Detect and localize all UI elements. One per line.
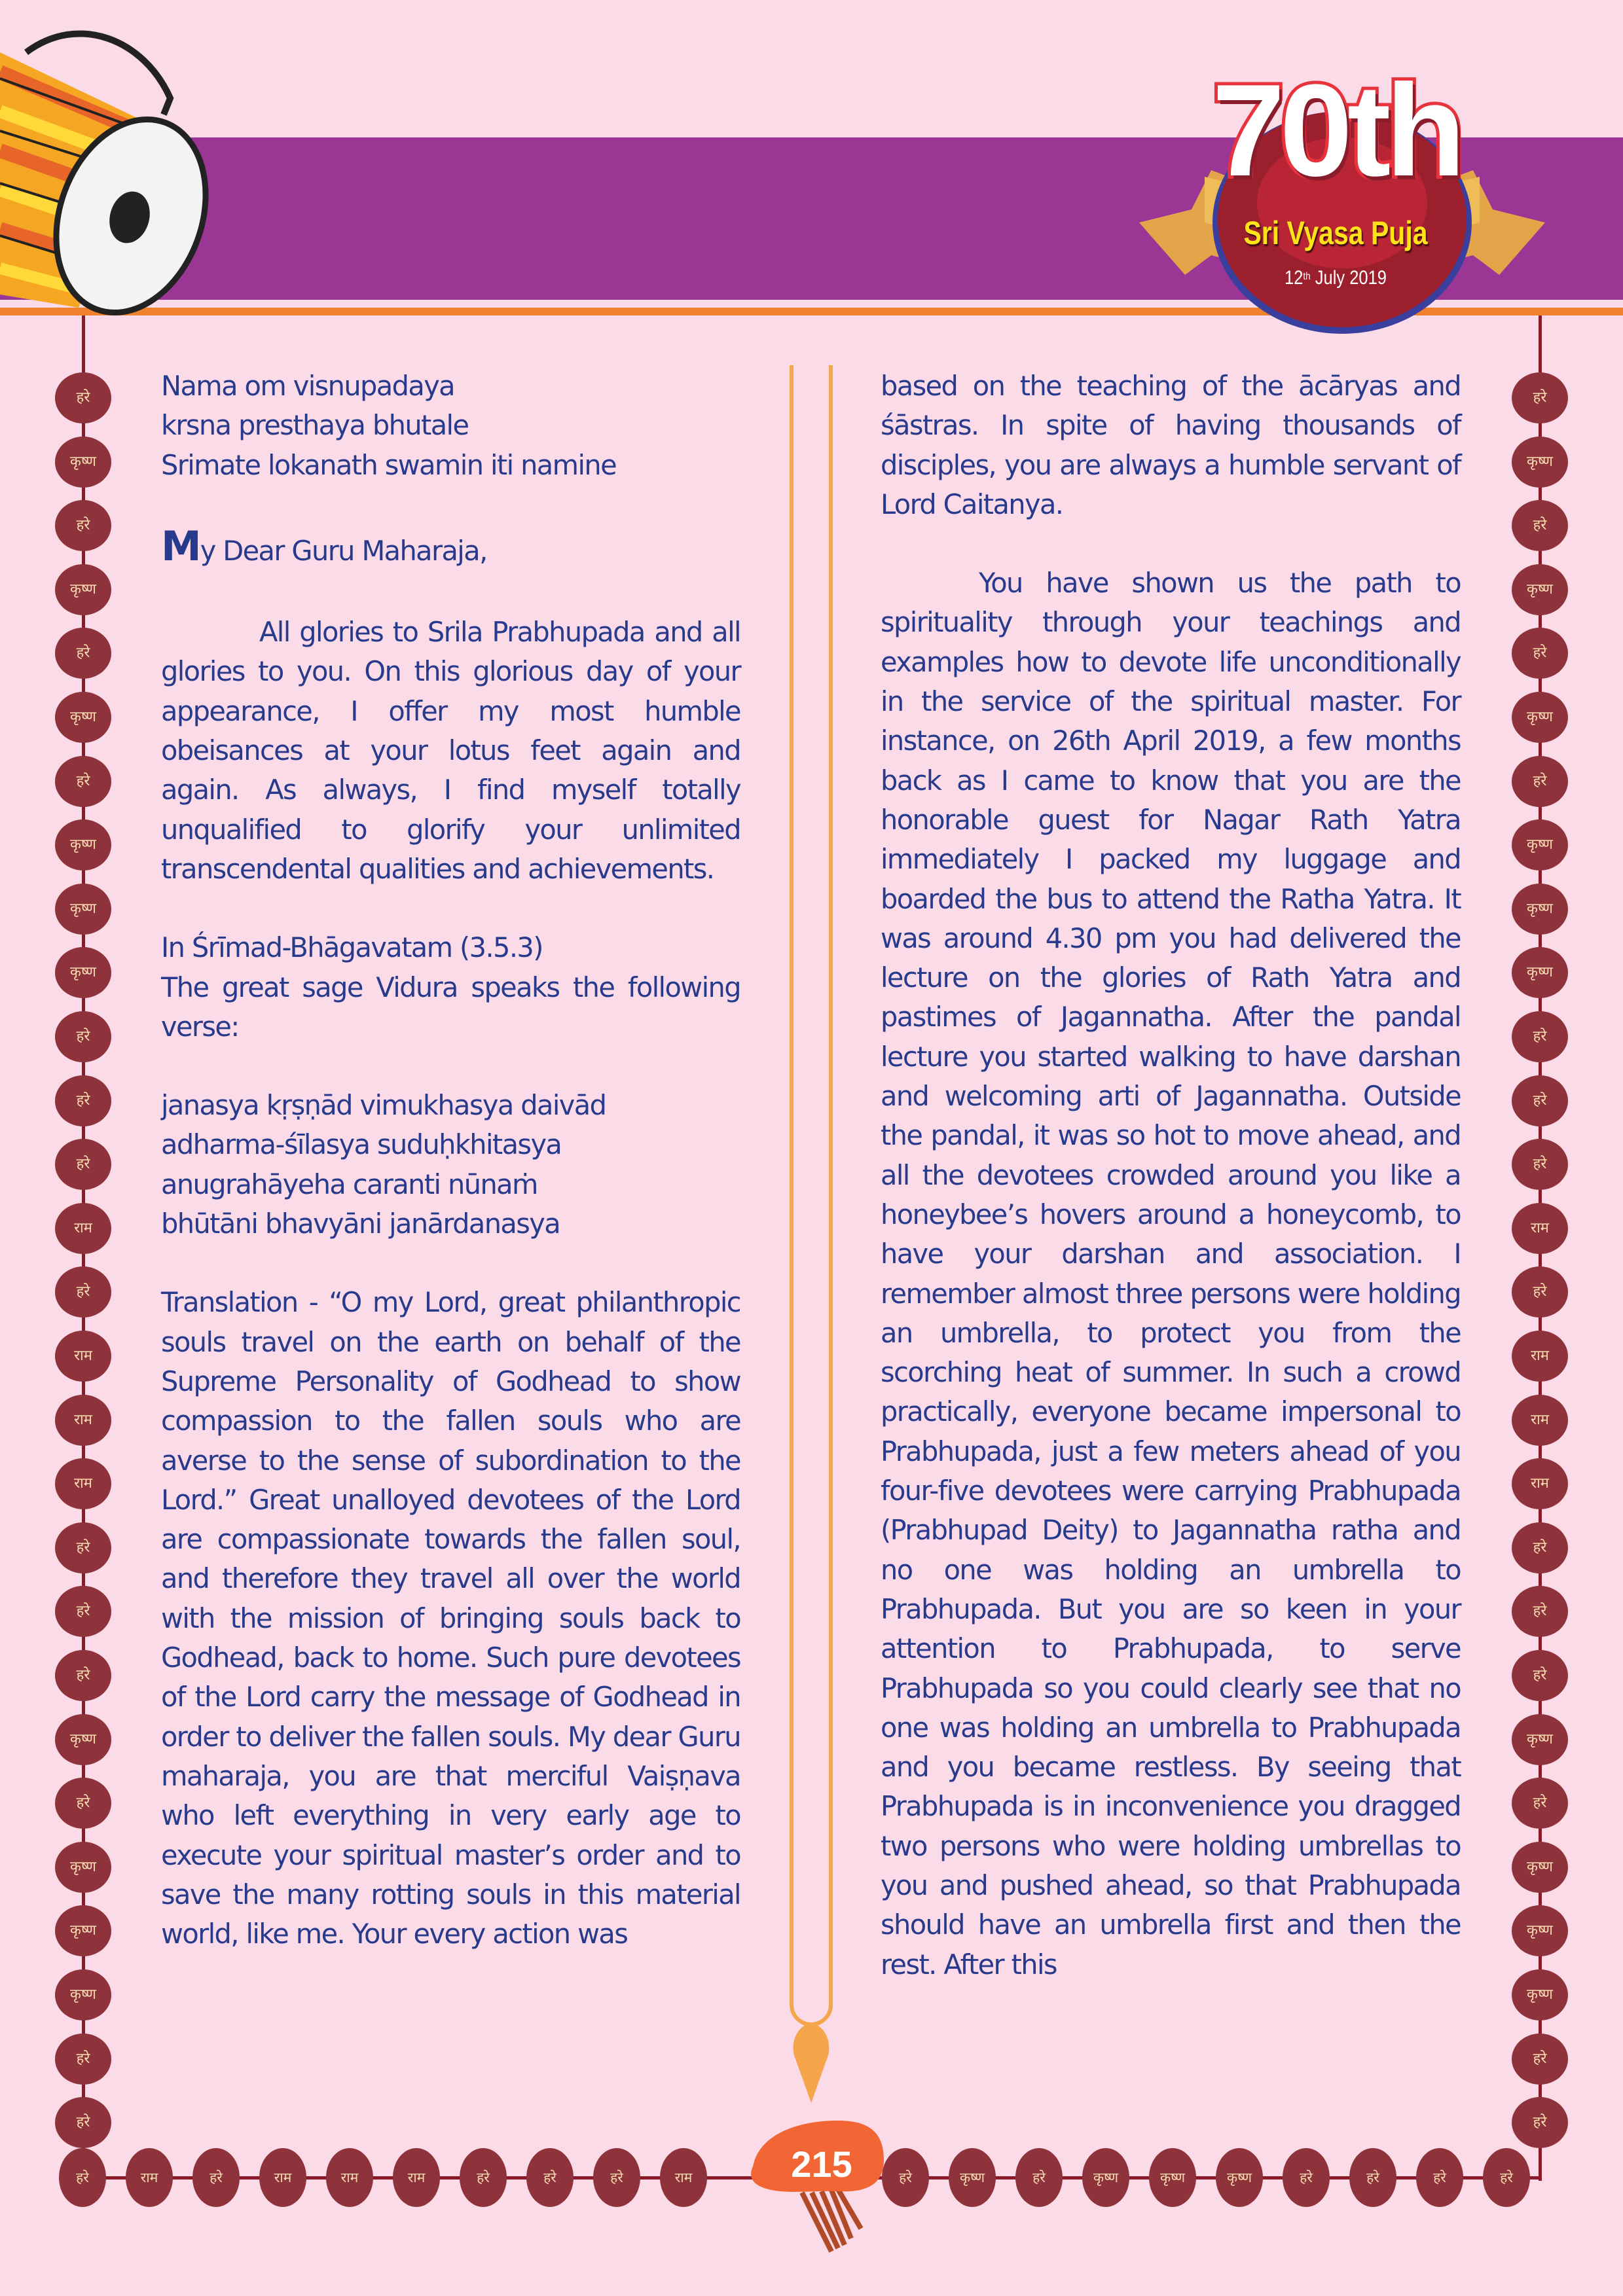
verse-line: janasya kṛṣṇād vimukhasya daivād xyxy=(161,1089,606,1122)
bead-label: हरे xyxy=(460,2148,507,2207)
bead-label: कृष्ण xyxy=(55,1842,111,1893)
bead-label: हरे xyxy=(55,1139,111,1190)
bead-label: हरे xyxy=(55,2034,111,2085)
bead-label: हरे xyxy=(55,1650,111,1701)
bead-label: राम xyxy=(660,2148,707,2207)
bead-label: हरे xyxy=(1512,1778,1568,1829)
bead-label: राम xyxy=(393,2148,440,2207)
mridanga-drum-icon xyxy=(0,0,210,321)
translation-paragraph: Translation - “O my Lord, great philanthropic souls travel on the earth on behalf of the Supreme Personality of Godhead to show compassion to the fallen souls who are averse to the sense of subordination to the Lord.” Great unalloyed devotees of the Lord are compassionate towards the fallen soul, and therefore they travel all over the world with the mission of bringing souls back to Godhead, back to home. Such pure devotees of the Lord carry the message of Godhead in order to deliver the fallen souls. My dear Guru maharaja, you are that merciful Vaiṣṇava who left everything in very early age to execute your spiritual master’s order and to save the many rotting souls in this material world, like me. Your every action was xyxy=(161,1286,740,1950)
column-divider xyxy=(786,365,838,2119)
bead-label: हरे xyxy=(192,2148,240,2207)
bead-label: हरे xyxy=(55,372,111,423)
bead-label: हरे xyxy=(59,2148,106,2207)
bead-label: कृष्ण xyxy=(949,2148,996,2207)
bead-label: हरे xyxy=(1512,1011,1568,1062)
bead-label: हरे xyxy=(526,2148,574,2207)
bead-label: हरे xyxy=(1483,2148,1530,2207)
invocation-line: Srimate lokanath swamin iti namine xyxy=(161,448,617,481)
bead-label: हरे xyxy=(1512,628,1568,679)
bead-label: कृष्ण xyxy=(55,692,111,743)
bead-label: हरे xyxy=(55,1075,111,1126)
bead-label: कृष्ण xyxy=(1512,564,1568,615)
invocation-line: krsna presthaya bhutale xyxy=(161,409,469,442)
salutation-dropcap: M xyxy=(161,522,200,570)
bead-label: कृष्ण xyxy=(55,819,111,870)
bead-label: राम xyxy=(55,1331,111,1382)
bead-label: कृष्ण xyxy=(1512,884,1568,935)
bead-label: हरे xyxy=(55,1011,111,1062)
paragraph-rath-yatra: You have shown us the path to spirituality through your teachings and examples how to devote life unconditionally in the service of the spiritual master. For instance, on 26th April 2019, a few months back as I came to know that you are the honorable guest for Nagar Rath Yatra immediately I packed my luggage and boarded the bus to attend the Ratha Yatra. It was around 4.30 pm you had delivered the lecture on the glories of Rath Yatra and pastimes of Jagannatha. After the pandal lecture you started walking to have darshan and welcoming arti of Jagannatha. Outside the pandal, it was so hot to move ahead, and all the devotees crowded around you like a honeybee’s hovers around a honeycomb, to have your darshan and association. I remember almost three persons were holding an umbrella, to protect you from the scorching heat of summer. In such a crowd practically, everyone became impersonal to Prabhupada, just a few meters ahead of you four-five devotees were carrying Prabhupada (Prabhupad Deity) to Jagannatha ratha and no one was holding an umbrella to Prabhupada. But you are so keen in your attention to Prabhupada, to serve Prabhupada so you could clearly see that no one was holding an umbrella to Prabhupada and you became restless. By seeing that Prabhupada is in inconvenience you dragged two persons who were holding umbrellas to you and pushed ahead, so that Prabhupada should have an umbrella first and then the rest. After this xyxy=(881,567,1461,1981)
badge-date-day: 12 xyxy=(1285,267,1304,289)
verse-line: bhūtāni bhavyāni janārdanasya xyxy=(161,1208,560,1240)
bead-label: कृष्ण xyxy=(1512,1969,1568,2020)
bead-label: कृष्ण xyxy=(1149,2148,1196,2207)
bead-label: कृष्ण xyxy=(1512,947,1568,998)
bead-label: राम xyxy=(126,2148,173,2207)
bead-label: राम xyxy=(259,2148,306,2207)
bead-label: कृष्ण xyxy=(1512,692,1568,743)
bead-label: राम xyxy=(55,1458,111,1509)
scripture-reference: In Śrīmad-Bhāgavatam (3.5.3) xyxy=(161,931,543,964)
bead-label: राम xyxy=(1512,1331,1568,1382)
salutation-text: y Dear Guru Maharaja, xyxy=(200,534,487,567)
bead-label: हरे xyxy=(1512,1075,1568,1126)
bead-label: हरे xyxy=(593,2148,640,2207)
bead-label: कृष्ण xyxy=(1512,1905,1568,1956)
bead-label: हरे xyxy=(1512,1650,1568,1701)
bead-label: हरे xyxy=(55,1778,111,1829)
badge-number: 70th xyxy=(1212,58,1461,204)
bead-label: कृष्ण xyxy=(1512,819,1568,870)
left-column xyxy=(161,367,740,1954)
paragraph-opening: All glories to Srila Prabhupada and all glories to you. On this glorious day of your appearance, I offer my most humble obeisances at your lotus feet again and again. As always, I find myself totally unqualified to glorify your unlimited transcendental qualities and achievements. xyxy=(161,616,740,885)
bead-label: हरे xyxy=(55,2097,111,2148)
bead-label: हरे xyxy=(1512,1266,1568,1318)
bead-label: हरे xyxy=(55,1266,111,1318)
bead-label: राम xyxy=(1512,1203,1568,1254)
bead-label: हरे xyxy=(1512,1586,1568,1637)
bead-label: हरे xyxy=(1512,2034,1568,2085)
verse-line: adharma-śīlasya suduḥkhitasya xyxy=(161,1128,562,1161)
badge-title: Sri Vyasa Puja xyxy=(1243,215,1428,251)
bead-label: कृष्ण xyxy=(55,1969,111,2020)
bead-label: कृष्ण xyxy=(55,1714,111,1765)
right-column xyxy=(881,367,1461,1984)
salutation xyxy=(161,522,740,571)
bead-label: हरे xyxy=(55,500,111,551)
bead-label: कृष्ण xyxy=(55,564,111,615)
paragraph-continued: based on the teaching of the ācāryas and śāstras. In spite of having thousands of disciples, you are always a humble servant of Lord Caitanya. xyxy=(881,370,1461,520)
bead-label: हरे xyxy=(1512,1522,1568,1573)
bead-label: कृष्ण xyxy=(1216,2148,1263,2207)
badge-date-suffix: th xyxy=(1303,271,1311,282)
bead-label: कृष्ण xyxy=(1512,437,1568,488)
bead-label: हरे xyxy=(55,1522,111,1573)
bead-label: कृष्ण xyxy=(1082,2148,1129,2207)
bead-label: हरे xyxy=(55,756,111,807)
bead-label: कृष्ण xyxy=(55,947,111,998)
bead-label: हरे xyxy=(882,2148,929,2207)
bead-label: कृष्ण xyxy=(55,437,111,488)
page-number: 215 xyxy=(791,2144,852,2185)
bead-label: हरे xyxy=(1512,756,1568,807)
bead-label: हरे xyxy=(1512,1139,1568,1190)
badge-date xyxy=(1247,267,1425,289)
bead-label: राम xyxy=(1512,1395,1568,1446)
bead-label: हरे xyxy=(1512,2097,1568,2148)
verse-intro: The great sage Vidura speaks the following verse: xyxy=(161,971,740,1043)
bead-label: राम xyxy=(55,1395,111,1446)
badge-date-rest: July 2019 xyxy=(1310,267,1387,289)
bead-label: हरे xyxy=(1349,2148,1396,2207)
verse-line: anugrahāyeha caranti nūnaṁ xyxy=(161,1168,538,1200)
bead-label: राम xyxy=(326,2148,373,2207)
bead-label: हरे xyxy=(1283,2148,1330,2207)
bead-label: कृष्ण xyxy=(1512,1842,1568,1893)
bead-label: राम xyxy=(1512,1458,1568,1509)
bead-label: कृष्ण xyxy=(1512,1714,1568,1765)
bead-label: हरे xyxy=(1512,372,1568,423)
bead-label: कृष्ण xyxy=(55,1905,111,1956)
bead-label: कृष्ण xyxy=(55,884,111,935)
bead-label: हरे xyxy=(1512,500,1568,551)
bead-label: हरे xyxy=(55,628,111,679)
bead-label: हरे xyxy=(1015,2148,1063,2207)
invocation-line: Nama om visnupadaya xyxy=(161,370,454,402)
bead-label: हरे xyxy=(1416,2148,1463,2207)
bead-label: राम xyxy=(55,1203,111,1254)
bead-label: हरे xyxy=(55,1586,111,1637)
